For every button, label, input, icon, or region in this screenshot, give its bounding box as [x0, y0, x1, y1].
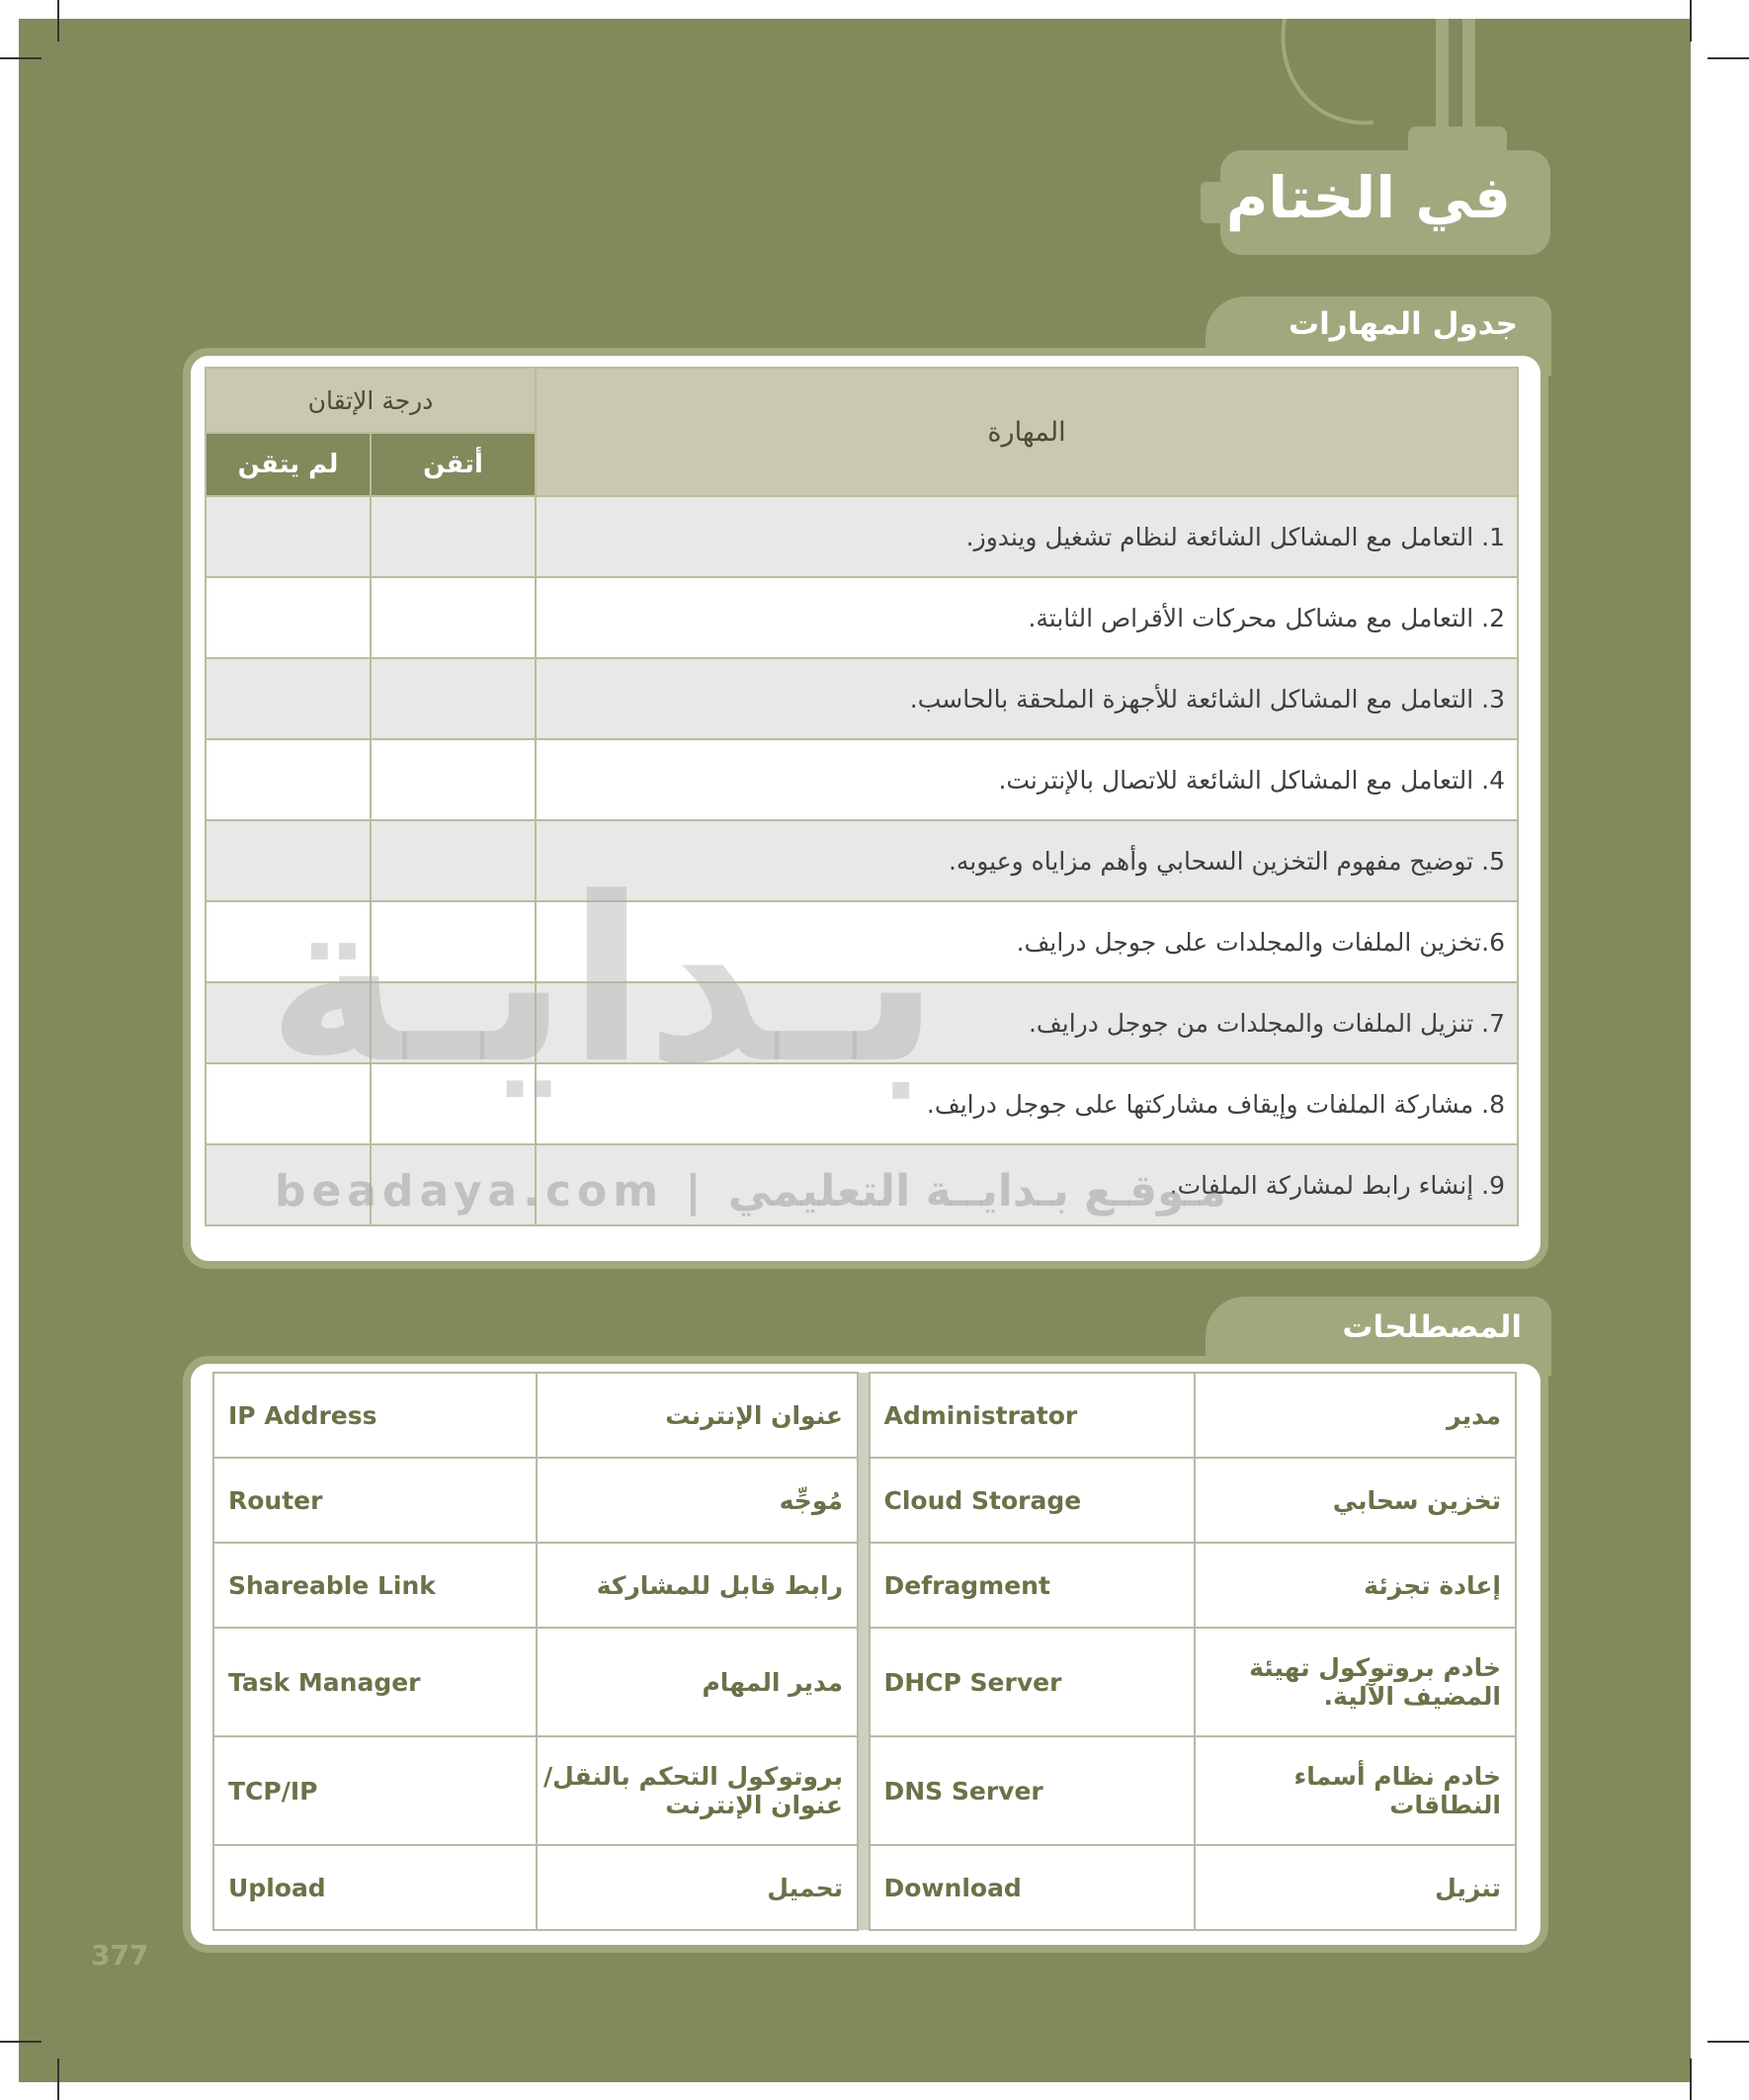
watermark-logo: بـدايـة [267, 850, 941, 1114]
skill-row [206, 1144, 1518, 1225]
mastered-checkbox-cell[interactable] [371, 1144, 536, 1225]
skill-text: 5. توضيح مفهوم التخزين السحابي وأهم مزاياه وعيوبه. [536, 820, 1518, 901]
mastered-checkbox-cell[interactable] [371, 820, 536, 901]
not-mastered-checkbox-cell[interactable] [206, 982, 371, 1063]
term-english: DNS Server [870, 1736, 1195, 1845]
term-arabic: مدير المهام [537, 1628, 858, 1736]
term-english: Upload [213, 1845, 537, 1930]
skill-text: 3. التعامل مع المشاكل الشائعة للأجهزة الملحقة بالحاسب. [536, 658, 1518, 739]
skills-table [205, 367, 1519, 1226]
term-english: IP Address [213, 1373, 537, 1458]
term-arabic: عنوان الإنترنت [537, 1373, 858, 1458]
mastered-checkbox-cell[interactable] [371, 658, 536, 739]
term-arabic: تنزيل [1195, 1845, 1516, 1930]
term-arabic: مدير [1195, 1373, 1516, 1458]
crop-mark [1690, 2058, 1692, 2100]
crop-mark [1707, 2041, 1749, 2043]
plug-prong [1462, 19, 1475, 135]
term-english: TCP/IP [213, 1736, 537, 1845]
skill-text: 8. مشاركة الملفات وإيقاف مشاركتها على جوجل درايف. [536, 1063, 1518, 1144]
term-arabic: مُوجِّه [537, 1458, 858, 1543]
skill-row [206, 577, 1518, 658]
not-mastered-checkbox-cell[interactable] [206, 577, 371, 658]
column-divider [858, 1373, 870, 1458]
mastery-degree-header: درجة الإتقان [206, 368, 536, 433]
crop-mark [57, 0, 59, 42]
title-box [1220, 150, 1550, 255]
term-arabic: إعادة تجزئة [1195, 1543, 1516, 1628]
crop-mark [0, 57, 42, 59]
mastered-checkbox-cell[interactable] [371, 496, 536, 577]
column-divider [858, 1736, 870, 1845]
mastered-checkbox-cell[interactable] [371, 1063, 536, 1144]
term-row [213, 1543, 1516, 1628]
not-mastered-checkbox-cell[interactable] [206, 901, 371, 982]
skill-text: 4. التعامل مع المشاكل الشائعة للاتصال بالإنترنت. [536, 739, 1518, 820]
column-divider [858, 1543, 870, 1628]
term-english: DHCP Server [870, 1628, 1195, 1736]
mastered-checkbox-cell[interactable] [371, 577, 536, 658]
skills-section-title: جدول المهارات [1289, 306, 1518, 342]
term-arabic: خادم نظام أسماء النطاقات [1195, 1736, 1516, 1845]
mastered-checkbox-cell[interactable] [371, 901, 536, 982]
term-arabic: رابط قابل للمشاركة [537, 1543, 858, 1628]
term-english: Shareable Link [213, 1543, 537, 1628]
term-english: Cloud Storage [870, 1458, 1195, 1543]
term-row [213, 1845, 1516, 1930]
term-english: Task Manager [213, 1628, 537, 1736]
skill-row [206, 1063, 1518, 1144]
column-divider [858, 1628, 870, 1736]
term-arabic: خادم بروتوكول تهيئة المضيف الآلية. [1195, 1628, 1516, 1736]
page-title: في الختام [1225, 164, 1511, 231]
term-english: Defragment [870, 1543, 1195, 1628]
skill-row [206, 820, 1518, 901]
skill-row [206, 658, 1518, 739]
term-arabic: تخزين سحابي [1195, 1458, 1516, 1543]
skill-row [206, 496, 1518, 577]
skill-text: 2. التعامل مع مشاكل محركات الأقراص الثابتة. [536, 577, 1518, 658]
not-mastered-checkbox-cell[interactable] [206, 496, 371, 577]
not-mastered-checkbox-cell[interactable] [206, 739, 371, 820]
not-mastered-column-header: لم يتقن [206, 433, 371, 496]
mastered-checkbox-cell[interactable] [371, 982, 536, 1063]
term-english: Router [213, 1458, 537, 1543]
term-arabic: بروتوكول التحكم بالنقل/ عنوان الإنترنت [537, 1736, 858, 1845]
skill-row [206, 982, 1518, 1063]
crop-mark [0, 2041, 42, 2043]
column-divider [858, 1845, 870, 1930]
not-mastered-checkbox-cell[interactable] [206, 1144, 371, 1225]
skill-text: 7. تنزيل الملفات والمجلدات من جوجل درايف. [536, 982, 1518, 1063]
term-english: Administrator [870, 1373, 1195, 1458]
not-mastered-checkbox-cell[interactable] [206, 820, 371, 901]
skill-text: 9. إنشاء رابط لمشاركة الملفات. [536, 1144, 1518, 1225]
term-row [213, 1373, 1516, 1458]
term-arabic: تحميل [537, 1845, 858, 1930]
not-mastered-checkbox-cell[interactable] [206, 1063, 371, 1144]
term-row [213, 1458, 1516, 1543]
skill-column-header: المهارة [536, 368, 1518, 496]
skill-row [206, 739, 1518, 820]
not-mastered-checkbox-cell[interactable] [206, 658, 371, 739]
plug-prong [1436, 19, 1449, 135]
skill-text: 6.تخزين الملفات والمجلدات على جوجل درايف. [536, 901, 1518, 982]
crop-mark [1707, 57, 1749, 59]
terms-section-title: المصطلحات [1342, 1309, 1522, 1345]
terms-table [212, 1372, 1517, 1931]
mastered-checkbox-cell[interactable] [371, 739, 536, 820]
term-row [213, 1628, 1516, 1736]
column-divider [858, 1458, 870, 1543]
skill-row [206, 901, 1518, 982]
term-english: Download [870, 1845, 1195, 1930]
watermark-text: beadaya.com | مـوقـع بـدايــة التعليمي [275, 1166, 1226, 1217]
skill-text: 1. التعامل مع المشاكل الشائعة لنظام تشغيل ويندوز. [536, 496, 1518, 577]
term-row [213, 1736, 1516, 1845]
page-number: 377 [91, 1939, 149, 1972]
crop-mark [57, 2058, 59, 2100]
mastered-column-header: أتقن [371, 433, 536, 496]
crop-mark [1690, 0, 1692, 42]
